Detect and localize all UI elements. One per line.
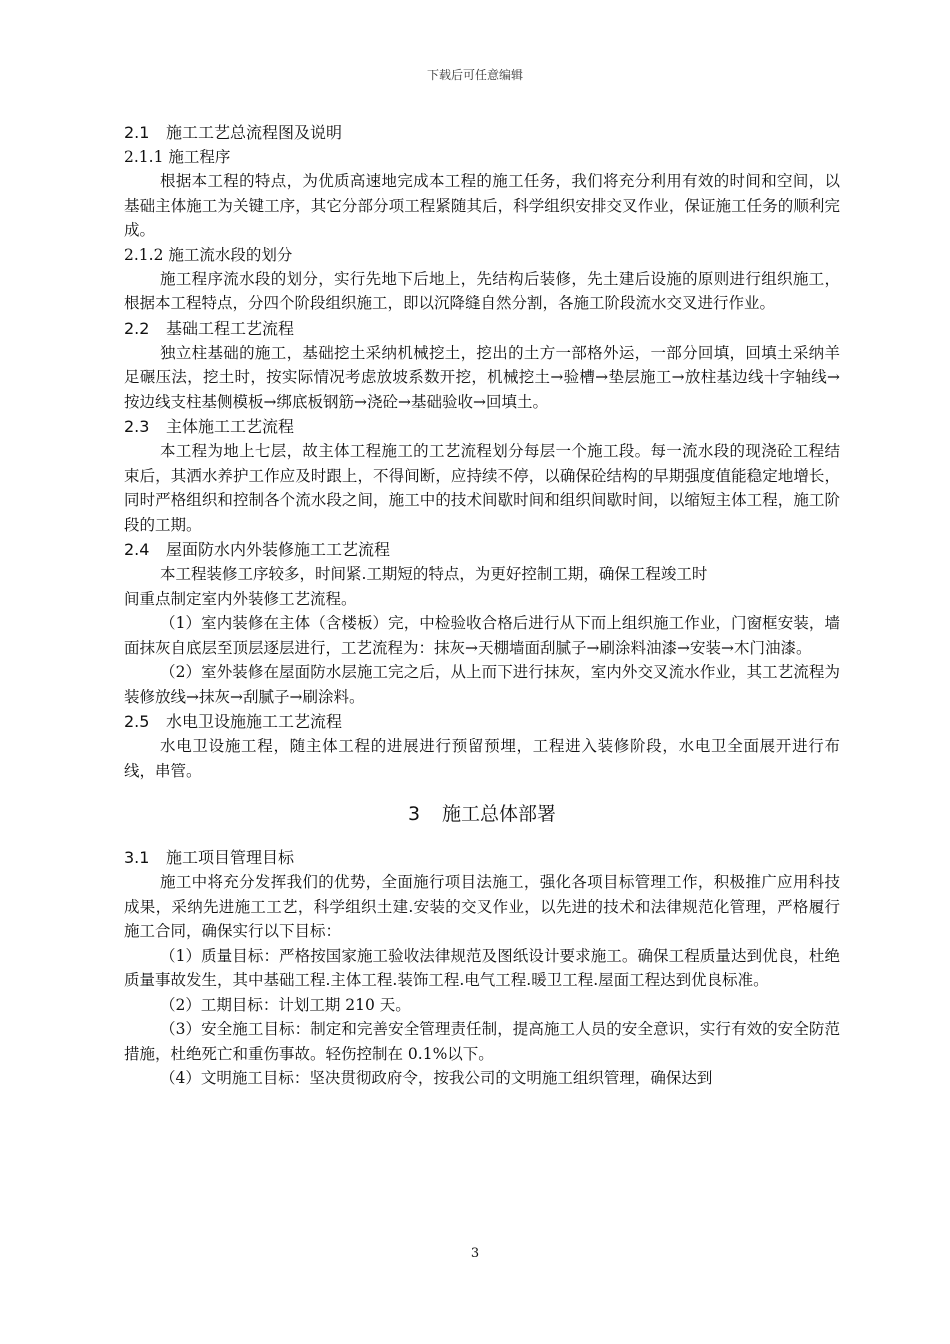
- subsection-heading: 2.1.1 施工程序: [124, 148, 231, 166]
- paragraph: 施工程序流水段的划分，实行先地下后地上，先结构后装修，先土建后设施的原则进行组织施工，根据本工程特点，分四个阶段组织施工，即以沉降缝自然分割，各施工阶段流水交叉进行作业。: [124, 269, 840, 312]
- paragraph: 独立柱基础的施工，基础挖土采纳机械挖土，挖出的土方一部格外运，一部分回填，回填土采纳羊足碾压法，挖土时，按实际情况考虑放坡系数开挖，机械挖土→验槽→垫层施工→放柱基边线十字轴线→按边线支柱基侧模板→绑底板钢筋→浇砼→基础验收→回填土。: [124, 343, 840, 411]
- paragraph: 根据本工程的特点，为优质高速地完成本工程的施工任务，我们将充分利用有效的时间和空间，以基础主体施工为关键工序，其它分部分项工程紧随其后，科学组织安排交叉作业，保证施工任务的顺利完成。: [124, 172, 840, 239]
- page-header: 下载后可任意编辑: [426, 68, 523, 82]
- chapter-heading: [124, 799, 840, 829]
- paragraph: 本工程为地上七层，故主体工程施工的工艺流程划分每层一个施工段。每一流水段的现浇砼工程结束后，其洒水养护工作应及时跟上，不得间断，应持续不停，以确保砼结构的早期强度值能稳定地增长，同时严格组织和控制各个流水段之间，施工中的技术间歇时间和组织间歇时间，以缩短主体工程，施工阶段的工期。: [124, 442, 840, 534]
- section-heading: [124, 709, 840, 734]
- paragraph: 间重点制定室内外装修工艺流程。: [124, 589, 357, 608]
- heading-title: 屋面防水内外装修施工工艺流程: [166, 540, 391, 559]
- heading-title: 施工工艺总流程图及说明: [166, 123, 343, 142]
- heading-title: 基础工程工艺流程: [166, 318, 295, 338]
- heading-number: 3: [407, 803, 421, 825]
- paragraph: （2）工期目标：计划工期 210 天。: [160, 995, 411, 1014]
- paragraph: （1）质量目标：严格按国家施工验收法律规范及图纸设计要求施工。确保工程质量达到优良，杜绝质量事故发生，其中基础工程.主体工程.装饰工程.电气工程.暖卫工程.屋面工程达到优良标准。: [124, 946, 840, 989]
- heading-number: 2.1: [124, 123, 150, 142]
- section-heading: [124, 414, 840, 439]
- paragraph: （4）文明施工目标：坚决贯彻政府令，按我公司的文明施工组织管理，确保达到: [160, 1069, 713, 1087]
- paragraph: （2）室外装修在屋面防水层施工完之后，从上而下进行抹灰，室内外交叉流水作业，其工艺流程为装修放线→抹灰→刮腻子→刷涂料。: [124, 663, 840, 706]
- paragraph: 施工中将充分发挥我们的优势，全面施行项目法施工，强化各项目标管理工作，积极推广应用科技成果，采纳先进施工工艺，科学组织土建.安装的交叉作业，以先进的技术和法律规范化管理，严格履行施工合同，确保实行以下目标：: [124, 873, 840, 940]
- section-heading: [124, 120, 840, 145]
- page-number: 3: [470, 1246, 480, 1261]
- paragraph: （1）室内装修在主体（含楼板）完，中检验收合格后进行从下而上组织施工作业，门窗框安装，墙面抹灰自底层至顶层逐层进行，工艺流程为：抹灰→天棚墙面刮腻子→刷涂料油漆→安装→木门油漆。: [124, 614, 840, 657]
- heading-title: 主体施工工艺流程: [166, 417, 295, 436]
- section-heading: [124, 316, 840, 341]
- subsection-heading: 2.1.2 施工流水段的划分: [124, 245, 293, 264]
- heading-number: 3.1: [124, 848, 150, 867]
- document-body: [124, 120, 840, 1091]
- paragraph: 本工程装修工序较多，时间紧.工期短的特点，为更好控制工期，确保工程竣工时: [160, 565, 708, 583]
- heading-number: 2.2: [124, 318, 150, 338]
- section-heading: [124, 537, 840, 562]
- heading-number: 2.3: [124, 417, 150, 436]
- heading-title: 施工总体部署: [442, 803, 557, 825]
- paragraph: （3）安全施工目标：制定和完善安全管理责任制，提高施工人员的安全意识，实行有效的安全防范措施，杜绝死亡和重伤事故。轻伤控制在 0.1%以下。: [124, 1020, 840, 1063]
- heading-title: 施工项目管理目标: [166, 848, 295, 867]
- heading-number: 2.4: [124, 540, 150, 559]
- heading-number: 2.5: [124, 712, 150, 731]
- section-heading: [124, 845, 840, 870]
- paragraph: 水电卫设施工程，随主体工程的进展进行预留预埋，工程进入装修阶段，水电卫全面展开进行布线，串管。: [124, 737, 840, 780]
- heading-title: 水电卫设施施工工艺流程: [166, 712, 343, 731]
